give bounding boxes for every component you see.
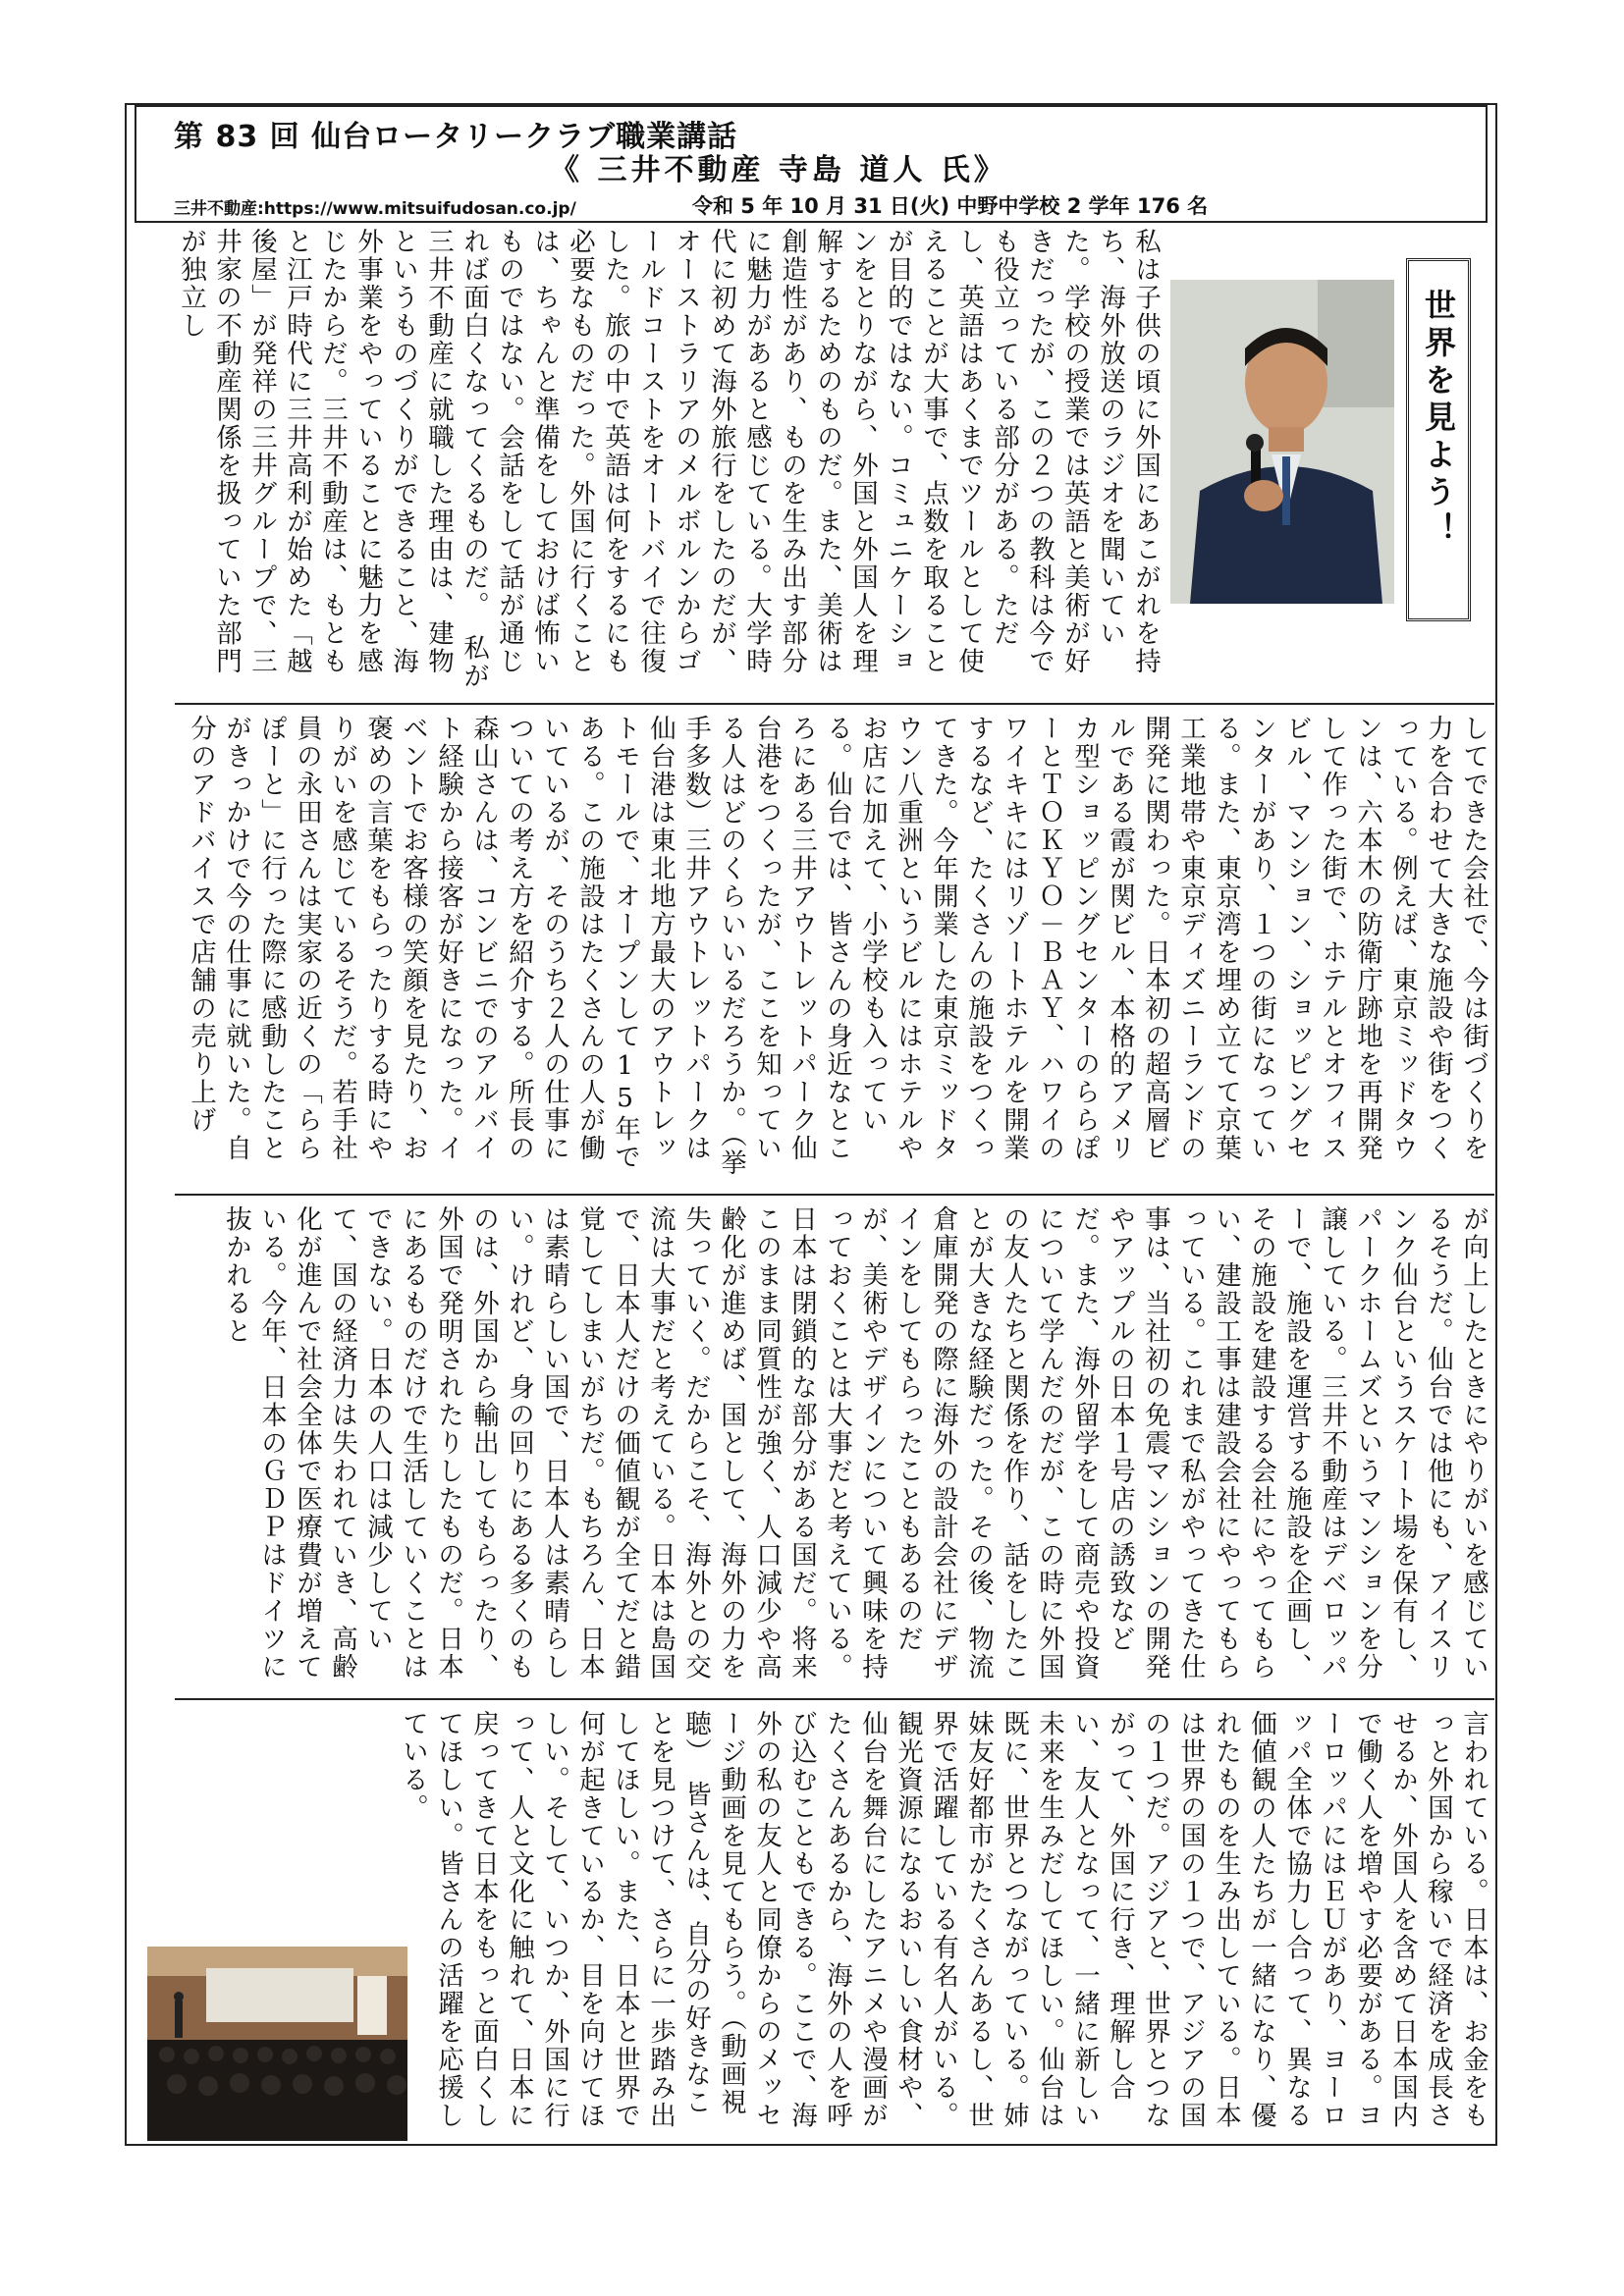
badge-label: 世界を見よう！ xyxy=(1420,289,1457,550)
divider-3 xyxy=(175,1698,1494,1700)
article-block-3: が向上したときにやりがいを感じているそうだ。仙台では他にも、アイスリンク仙台というスケート場を保有し、パークホームズというマンションを分譲している。三井不動産はデベロッパーで、施設を運営する施設を企画し、その施設を建設する会社にやってもらい、建設工事は建設会社にやってもらっている。これまで私がやってきた仕事は、当社初の免震マンションの開発やアップルの日本１号店の誘致などだ。また、海外留学をして商売や投資について学んだのだが、この時に外国の友人たちと関係を作り、話をしたことが大きな経験だった。その後、物流倉庫開発の際に海外の設計会社にデザインをしてもらったこともあるのだが、美術やデザインについて興味を持っておくことは大事だと考えている。日本は閉鎖的な部分がある国だ。将来このまま同質性が強く、人口減少や高齢化が進めば、国として、海外の力を失っていく。だからこそ、海外との交流は大事だと考えている。日本は島国で、日本人だけの価値観が全てだと錯覚してしまいがちだ。もちろん、日本は素晴らしい国で、日本人は素晴らしい。けれど、身の回りにある多くのものは、外国から輸出してもらったり、外国で発明されたりしたものだ。日本にあるものだけで生活していくことはできない。日本の人口は減少していて、国の経済力は失われていき、高齢化が進んで社会全体で医療費が増えている。今年、日本のＧＤＰはドイツに抜かれると xyxy=(221,1205,1489,1682)
article-block-2: してできた会社で、今は街づくりを力を合わせて大きな施設や街をつくっている。例えば、東京ミッドタウンは、六本木の防衛庁跡地を再開発して作った街で、ホテルとオフィスビル、マンション、ショッピングセンターがあり、１つの街になっている。また、東京湾を埋め立てて京葉工業地帯や東京ディズニーランドの開発に関わった。日本初の超高層ビルである霞が関ビル、本格的アメリカ型ショッピングセンターのららぽーとＴＯＫＹＯ－ＢＡＹ、ハワイのワイキキにはリゾートホテルを開業するなど、たくさんの施設をつくってきた。今年開業した東京ミッドタウン八重洲というビルにはホテルやお店に加えて、小学校も入っている。仙台では、皆さんの身近なところにある三井アウトレットパーク仙台港をつくったが、ここを知っている人はどのくらいいるだろうか。（挙手多数）三井アウトレットパークは仙台港は東北地方最大のアウトレットモールで、オープンして15年である。この施設はたくさんの人が働いているが、そのうち２人の仕事についての考え方を紹介する。所長の森山さんは、コンビニでのアルバイト経験から接客が好きになった。イベントでお客様の笑顔を見たり、お褒めの言葉をもらったりする時にやりがいを感じているそうだ。若手社員の永田さんは実家の近くの「ららぽーと」に行った際に感動したことがきっかけで今の仕事に就いた。自分のアドバイスで店舗の売り上げ xyxy=(186,715,1489,1178)
audience-photo-icon xyxy=(147,1947,407,2141)
speaker-photo xyxy=(1170,280,1394,604)
article-block-4: 言われている。日本は、お金をもっと外国から稼いで経済を成長させるか、外国人を含めて日本国内で働く人を増やす必要がある。ヨーロッパにはＥＵがあり、ヨーロッパ全体で協力し合って、異なる価値観の人たちが一緒になり、優れたものを生み出している。日本は世界の国の１つで、アジアの国の１つだ。アジアと、世界とつながって、外国に行き、理解し合い、友人となって、一緒に新しい未来を生みだしてほしい。仙台は既に、世界とつながっている。姉妹友好都市がたくさんあるし、世界で活躍している有名人がいる。観光資源になるおいしい食材や、仙台を舞台にしたアニメや漫画がたくさんあるから、海外の人を呼び込むこともできる。ここで、海外の私の友人と同僚からのメッセージ動画を見てもらう。（動画視聴） 皆さんは、自分の好きなことを見つけて、さらに一歩踏み出してほしい。また、日本と世界で何が起きているか、目を向けてほしい。そして、いつか、外国に行って、人と文化に触れて、日本に戻ってきて日本をもっと面白くしてほしい。皆さんの活躍を応援している。 xyxy=(398,1710,1489,2130)
event-date: 令和 5 年 10 月 31 日(火) 中野中学校 2 学年 176 名 xyxy=(692,194,1209,218)
audience-photo xyxy=(147,1947,407,2141)
company-url: 三井不動産:https://www.mitsuifudosan.co.jp/ xyxy=(174,199,576,219)
page-title: 第 83 回 仙台ロータリークラブ職業講話 xyxy=(174,120,738,154)
article-block-1: 私は子供の頃に外国にあこがれを持ち、海外放送のラジオを聞いていた。学校の授業では英語と美術が好きだったが、この２つの教科は今でも役立っている部分がある。ただし、英語はあくまでツールとして使えることが大事で、点数を取ることが目的ではない。コミュニケーションをとりながら、外国と外国人を理解するためのものだ。また、美術は創造性があり、ものを生み出す部分に魅力があると感じている。大学時代に初めて海外旅行をしたのだが、オーストラリアのメルボルンからゴールドコーストをオートバイで往復した。旅の中で英語は何をするにも必要なものだった。外国に行くことは、ちゃんと準備をしておけば怖いものではない。会話をして話が通じれば面白くなってくるものだ。 私が三井不動産に就職した理由は、建物というものづくりができること、海外事業をやっていることに魅力を感じたからだ。三井不動産は、もともと江戸時代に三井高利が始めた「越後屋」が発祥の三井グループで、三井家の不動産関係を扱っていた部門が独立し xyxy=(176,228,1161,691)
speaker-name: 《 三井不動産 寺島 道人 氏》 xyxy=(550,153,1007,187)
divider-2 xyxy=(175,1194,1494,1196)
speaker-photo-icon xyxy=(1170,280,1394,604)
divider-1 xyxy=(175,703,1494,705)
badge-see-the-world xyxy=(1406,258,1471,621)
